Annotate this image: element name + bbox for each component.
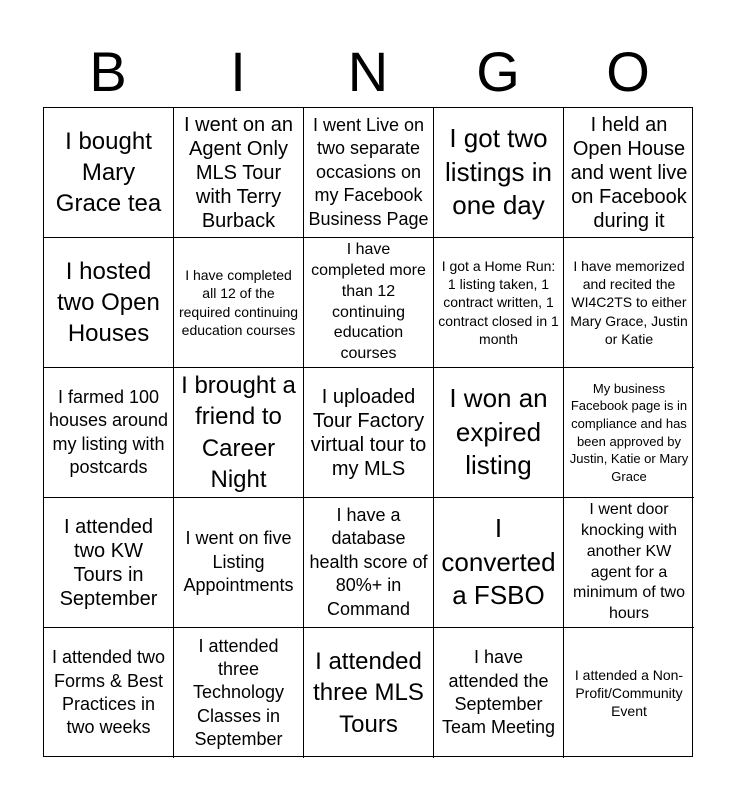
- header-letter-b: B: [89, 40, 127, 103]
- bingo-cell-r4-n[interactable]: [304, 498, 434, 628]
- cell-text: I attended three Technology Classes in September: [192, 635, 285, 750]
- cell-text: I have memorized and recited the WI4C2TS to either Mary Grace, Justin or Katie: [570, 258, 688, 347]
- bingo-cell-r3-b[interactable]: [44, 368, 174, 498]
- cell-text: I attended a Non-Profit/Community Event: [574, 666, 684, 720]
- cell-text: I bought Mary Grace tea: [55, 127, 162, 218]
- cell-text: I hosted two Open Houses: [57, 257, 160, 348]
- bingo-cell-r2-g[interactable]: [434, 238, 564, 368]
- cell-text: I uploaded Tour Factory virtual tour to my MLS: [310, 385, 427, 480]
- cell-text: I won an expired listing: [449, 382, 548, 481]
- cell-text: I have completed more than 12 continuing education courses: [311, 241, 426, 363]
- bingo-cell-r2-i[interactable]: [174, 238, 304, 368]
- cell-text: I went door knocking with another KW agent for a minimum of two hours: [572, 501, 686, 623]
- bingo-cell-r5-i[interactable]: [174, 628, 304, 758]
- cell-text: I went Live on two separate occasions on my Facebook Business Page: [308, 115, 429, 229]
- bingo-cell-r5-b[interactable]: [44, 628, 174, 758]
- bingo-cell-r1-i[interactable]: [174, 108, 304, 238]
- cell-text: I brought a friend to Career Night: [181, 372, 296, 493]
- cell-text: I have a database health score of 80%+ in Command: [309, 505, 428, 619]
- bingo-cell-r1-b[interactable]: [44, 108, 174, 238]
- header-letter-o: O: [606, 40, 650, 103]
- cell-text: I got two listings in one day: [445, 122, 552, 221]
- header-letter-i: I: [230, 40, 246, 103]
- bingo-board: [43, 107, 693, 757]
- bingo-cell-r5-o[interactable]: [564, 628, 694, 758]
- bingo-cell-r3-n[interactable]: [304, 368, 434, 498]
- cell-text: I went on an Agent Only MLS Tour with Terry Burback: [184, 113, 293, 232]
- bingo-cell-r3-g[interactable]: [434, 368, 564, 498]
- bingo-cell-r4-o[interactable]: [564, 498, 694, 628]
- cell-text: I farmed 100 houses around my listing with postcards: [48, 386, 169, 477]
- cell-text: I attended two Forms & Best Practices in two weeks: [51, 647, 166, 738]
- bingo-cell-r2-n[interactable]: [304, 238, 434, 368]
- bingo-cell-r5-g[interactable]: [434, 628, 564, 758]
- cell-text: I have attended the September Team Meeting: [441, 647, 556, 738]
- bingo-cell-r3-i[interactable]: [174, 368, 304, 498]
- cell-text: I held an Open House and went live on Facebook during it: [570, 113, 688, 232]
- cell-text: My business Facebook page is in compliance and has been approved by Justin, Katie or Mary Grace: [569, 380, 689, 484]
- cell-text: I converted a FSBO: [441, 512, 556, 611]
- bingo-cell-r2-b[interactable]: [44, 238, 174, 368]
- bingo-cell-r4-i[interactable]: [174, 498, 304, 628]
- bingo-cell-r2-o[interactable]: [564, 238, 694, 368]
- bingo-cell-r1-g[interactable]: [434, 108, 564, 238]
- cell-text: I got a Home Run: 1 listing taken, 1 contract written, 1 contract closed in 1 month: [438, 258, 559, 347]
- cell-text: I attended two KW Tours in September: [59, 515, 158, 610]
- bingo-header: [43, 38, 693, 106]
- bingo-cell-r5-n[interactable]: [304, 628, 434, 758]
- cell-text: I have completed all 12 of the required continuing education courses: [178, 267, 299, 338]
- header-letter-g: G: [476, 40, 520, 103]
- header-letter-n: N: [347, 40, 389, 103]
- cell-text: I attended three MLS Tours: [313, 648, 424, 738]
- bingo-cell-r4-b[interactable]: [44, 498, 174, 628]
- bingo-cell-r4-g[interactable]: [434, 498, 564, 628]
- bingo-cell-r1-n[interactable]: [304, 108, 434, 238]
- cell-text: I went on five Listing Appointments: [183, 528, 294, 596]
- bingo-cell-r1-o[interactable]: [564, 108, 694, 238]
- bingo-cell-r3-o[interactable]: [564, 368, 694, 498]
